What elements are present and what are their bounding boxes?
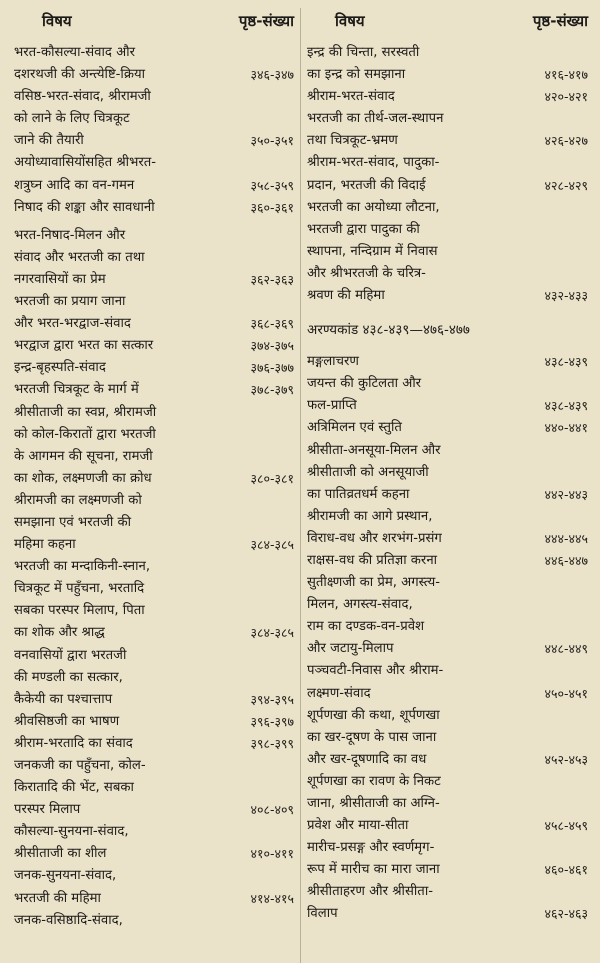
entry-page-range: ३५८-३५९ xyxy=(250,177,294,193)
right-entry-list xyxy=(307,42,588,307)
entry-title: जयन्त की कुटिलता और फल-प्राप्ति xyxy=(307,376,422,414)
entry-title: निषाद की शङ्का और सावधानी xyxy=(14,199,155,215)
entry-page-range: ३९४-३९५ xyxy=(250,691,294,707)
entry-title: भरतजी का मन्दाकिनी-स्नान, चित्रकूट में पहुँचना, भरतादि सबका परस्पर मिलाप, पिता का शोक और श्राद्ध xyxy=(14,559,151,641)
entry-title: श्रीरामजी का लक्ष्मणजी को समझाना एवं भरतजी की महिमा कहना xyxy=(14,492,142,553)
entry-page-range: ३७४-३७५ xyxy=(250,338,294,354)
entry-page-range: ४६०-४६१ xyxy=(544,862,588,878)
entry-page-range: ४१६-४१७ xyxy=(544,67,588,83)
header-subject: विषय xyxy=(42,12,72,30)
entry-title: श्रीसीताहरण और श्रीसीता- विलाप xyxy=(307,884,433,922)
toc-entry xyxy=(14,291,294,335)
entry-page-range: ४३२-४३३ xyxy=(544,288,588,304)
toc-entry xyxy=(307,572,588,660)
left-column xyxy=(8,8,301,963)
entry-title: भरद्वाज द्वारा भरत का सत्कार xyxy=(14,338,154,354)
right-column xyxy=(301,8,594,963)
toc-entry xyxy=(307,152,588,196)
toc-entry xyxy=(14,910,294,932)
entry-title: श्रीराम-भरत-संवाद, पादुका- प्रदान, भरतजी की विदाई xyxy=(307,155,440,193)
entry-title: शूर्पणखा की कथा, शूर्पणखा का खर-दूषण के पास जाना और खर-दूषणादि का वध xyxy=(307,707,440,767)
toc-entry xyxy=(307,86,588,108)
entry-title: श्रीराम-भरत-संवाद xyxy=(307,89,395,105)
toc-entry xyxy=(307,550,588,572)
entry-page-range: ४०८-४०९ xyxy=(250,802,294,818)
entry-title: भरतजी चित्रकूट के मार्ग में xyxy=(14,382,139,398)
entry-title: अत्रिमिलन एवं स्तुति xyxy=(307,420,402,436)
entry-page-range: ३९८-३९९ xyxy=(250,735,294,751)
entry-page-range: ३४६-३४७ xyxy=(250,67,294,83)
entry-page-range: ४६२-४६३ xyxy=(544,906,588,922)
entry-title: जनक-सुनयना-संवाद, भरतजी की महिमा xyxy=(14,868,117,906)
toc-entry xyxy=(307,440,588,506)
entry-title: सुतीक्ष्णजी का प्रेम, अगस्त्य- मिलन, अगस्त्य-संवाद, राम का दण्डक-वन-प्रवेश और जटायु-मिलाप xyxy=(307,575,441,657)
entry-page-range: ४२६-४२७ xyxy=(544,133,588,149)
entry-title: श्रीरामजी का आगे प्रस्थान, विराध-वध और शरभंग-प्रसंग xyxy=(307,508,442,546)
toc-entry xyxy=(307,351,588,373)
entry-title: वनवासियों द्वारा भरतजी की मण्डली का सत्कार, कैकेयी का पश्चात्ताप xyxy=(14,647,127,707)
entry-title: अयोध्यावासियोंसहित श्रीभरत- शत्रुघ्न आदि का वन-गमन xyxy=(14,155,157,193)
entry-page-range: ३९६-३९७ xyxy=(250,713,294,729)
left-entry-list xyxy=(14,42,294,932)
entry-title: कौसल्या-सुनयना-संवाद, श्रीसीताजी का शील xyxy=(14,824,129,862)
entry-title: इन्द्र-बृहस्पति-संवाद xyxy=(14,360,106,376)
entry-title: भरतजी का अयोध्या लौटना, भरतजी द्वारा पादुका की स्थापना, नन्दिग्राम में निवास और श्रीभरतजी के चरित्र- श्रवण की महिमा xyxy=(307,199,440,304)
entry-page-range: ४४८-४४९ xyxy=(544,641,588,657)
toc-entry xyxy=(307,417,588,439)
entry-title: भरत-निषाद-मिलन और संवाद और भरतजी का तथा नगरवासियों का प्रेम xyxy=(14,227,145,287)
toc-entry xyxy=(14,755,294,821)
toc-entry xyxy=(14,152,294,196)
toc-entry xyxy=(307,42,588,86)
entry-page-range: ३६२-३६३ xyxy=(250,271,294,287)
entry-title: श्रीराम-भरतादि का संवाद xyxy=(14,735,133,751)
entry-page-range: ४२०-४२१ xyxy=(544,89,588,105)
entry-page-range: ४३८-४३९ xyxy=(544,398,588,414)
entry-page-range: ३८४-३८५ xyxy=(250,537,294,553)
entry-page-range: ३८४-३८५ xyxy=(250,625,294,641)
toc-entry xyxy=(307,660,588,704)
entry-page-range: ४१०-४११ xyxy=(250,846,294,862)
entry-title: श्रीसीता-अनसूया-मिलन और श्रीसीताजी को अनसूयाजी का पातिव्रतधर्म कहना xyxy=(307,442,441,502)
header-subject: विषय xyxy=(335,12,365,30)
entry-title: शूर्पणखा का रावण के निकट जाना, श्रीसीताजी का अग्नि- प्रवेश और माया-सीता xyxy=(307,773,441,834)
entry-page-range: ३७८-३७९ xyxy=(250,382,294,398)
toc-entry xyxy=(307,837,588,881)
entry-page-range: ४४२-४४३ xyxy=(544,486,588,502)
toc-entry xyxy=(14,711,294,733)
toc-entry xyxy=(14,379,294,401)
entry-page-range: ४३८-४३९ xyxy=(544,354,588,370)
entry-title: भरत-कौसल्या-संवाद और दशरथजी की अन्त्येष्टि-क्रिया xyxy=(14,45,146,83)
toc-entry xyxy=(307,197,588,307)
entry-page-range: ४४६-४४७ xyxy=(544,552,588,568)
toc-entry xyxy=(14,42,294,86)
header-page-number: पृष्ठ-संख्या xyxy=(532,12,588,30)
entry-page-range: ३५०-३५१ xyxy=(250,133,294,149)
entry-title: मारीच-प्रसङ्ग और स्वर्णमृग- रूप में मारीच का मारा जाना xyxy=(307,840,440,878)
column-header xyxy=(307,8,588,34)
entry-title: श्रीवसिष्ठजी का भाषण xyxy=(14,713,120,729)
entry-page-range: ३८०-३८१ xyxy=(250,470,294,486)
toc-entry xyxy=(307,506,588,550)
toc-entry xyxy=(14,225,294,291)
entry-page-range: ४५०-४५१ xyxy=(544,685,588,701)
toc-entry xyxy=(14,645,294,711)
entry-page-range: ४४०-४४१ xyxy=(544,420,588,436)
entry-title: श्रीसीताजी का स्वप्न, श्रीरामजी को कोल-किरातों द्वारा भरतजी के आगमन की सूचना, रामजी का शोक, लक्ष्मणजी का क्रोध xyxy=(14,404,157,486)
toc-entry xyxy=(14,335,294,357)
toc-entry xyxy=(307,373,588,417)
toc-entry xyxy=(14,733,294,755)
toc-entry xyxy=(14,86,294,152)
entry-title: राक्षस-वध की प्रतिज्ञा करना xyxy=(307,552,438,568)
entry-title: भरतजी का प्रयाग जाना और भरत-भरद्वाज-संवाद xyxy=(14,294,131,332)
entry-page-range: ३६०-३६१ xyxy=(250,199,294,215)
entry-title: मङ्गलाचरण xyxy=(307,354,359,370)
toc-entry xyxy=(307,705,588,771)
entry-page-range: ४१४-४१५ xyxy=(250,890,294,906)
header-page-number: पृष्ठ-संख्या xyxy=(238,12,294,30)
entry-page-range: ३७६-३७७ xyxy=(250,360,294,376)
entry-title: भरतजी का तीर्थ-जल-स्थापन तथा चित्रकूट-भ्रमण xyxy=(307,111,444,149)
entry-page-range: ३६८-३६९ xyxy=(250,316,294,332)
entry-page-range: ४२८-४२९ xyxy=(544,177,588,193)
toc-entry xyxy=(14,865,294,909)
aranyakand-entry-list xyxy=(307,351,588,925)
toc-entry xyxy=(14,402,294,490)
entry-page-range: ४५८-४५९ xyxy=(544,818,588,834)
columns xyxy=(8,8,594,963)
toc-entry xyxy=(14,556,294,644)
column-header xyxy=(14,8,294,34)
entry-title: इन्द्र की चिन्ता, सरस्वती का इन्द्र को समझाना xyxy=(307,45,420,83)
toc-entry xyxy=(307,108,588,152)
entry-title: वसिष्ठ-भरत-संवाद, श्रीरामजी को लाने के लिए चित्रकूट जाने की तैयारी xyxy=(14,89,151,149)
entry-title: जनक-वसिष्ठादि-संवाद, xyxy=(14,912,123,928)
entry-title: पञ्चवटी-निवास और श्रीराम- लक्ष्मण-संवाद xyxy=(307,663,444,701)
toc-entry xyxy=(14,197,294,219)
toc-entry xyxy=(14,821,294,865)
entry-title: जनकजी का पहुँचना, कोल- किरातादि की भेंट, सबका परस्पर मिलाप xyxy=(14,758,146,818)
toc-entry xyxy=(307,771,588,837)
toc-entry xyxy=(307,881,588,925)
toc-entry xyxy=(14,357,294,379)
entry-page-range: ४४४-४४५ xyxy=(544,530,588,546)
section-heading-aranyakand: अरण्यकांड ४३८-४३९—४७६-४७७ xyxy=(307,322,470,339)
toc-entry xyxy=(14,490,294,556)
entry-page-range: ४५२-४५३ xyxy=(544,751,588,767)
